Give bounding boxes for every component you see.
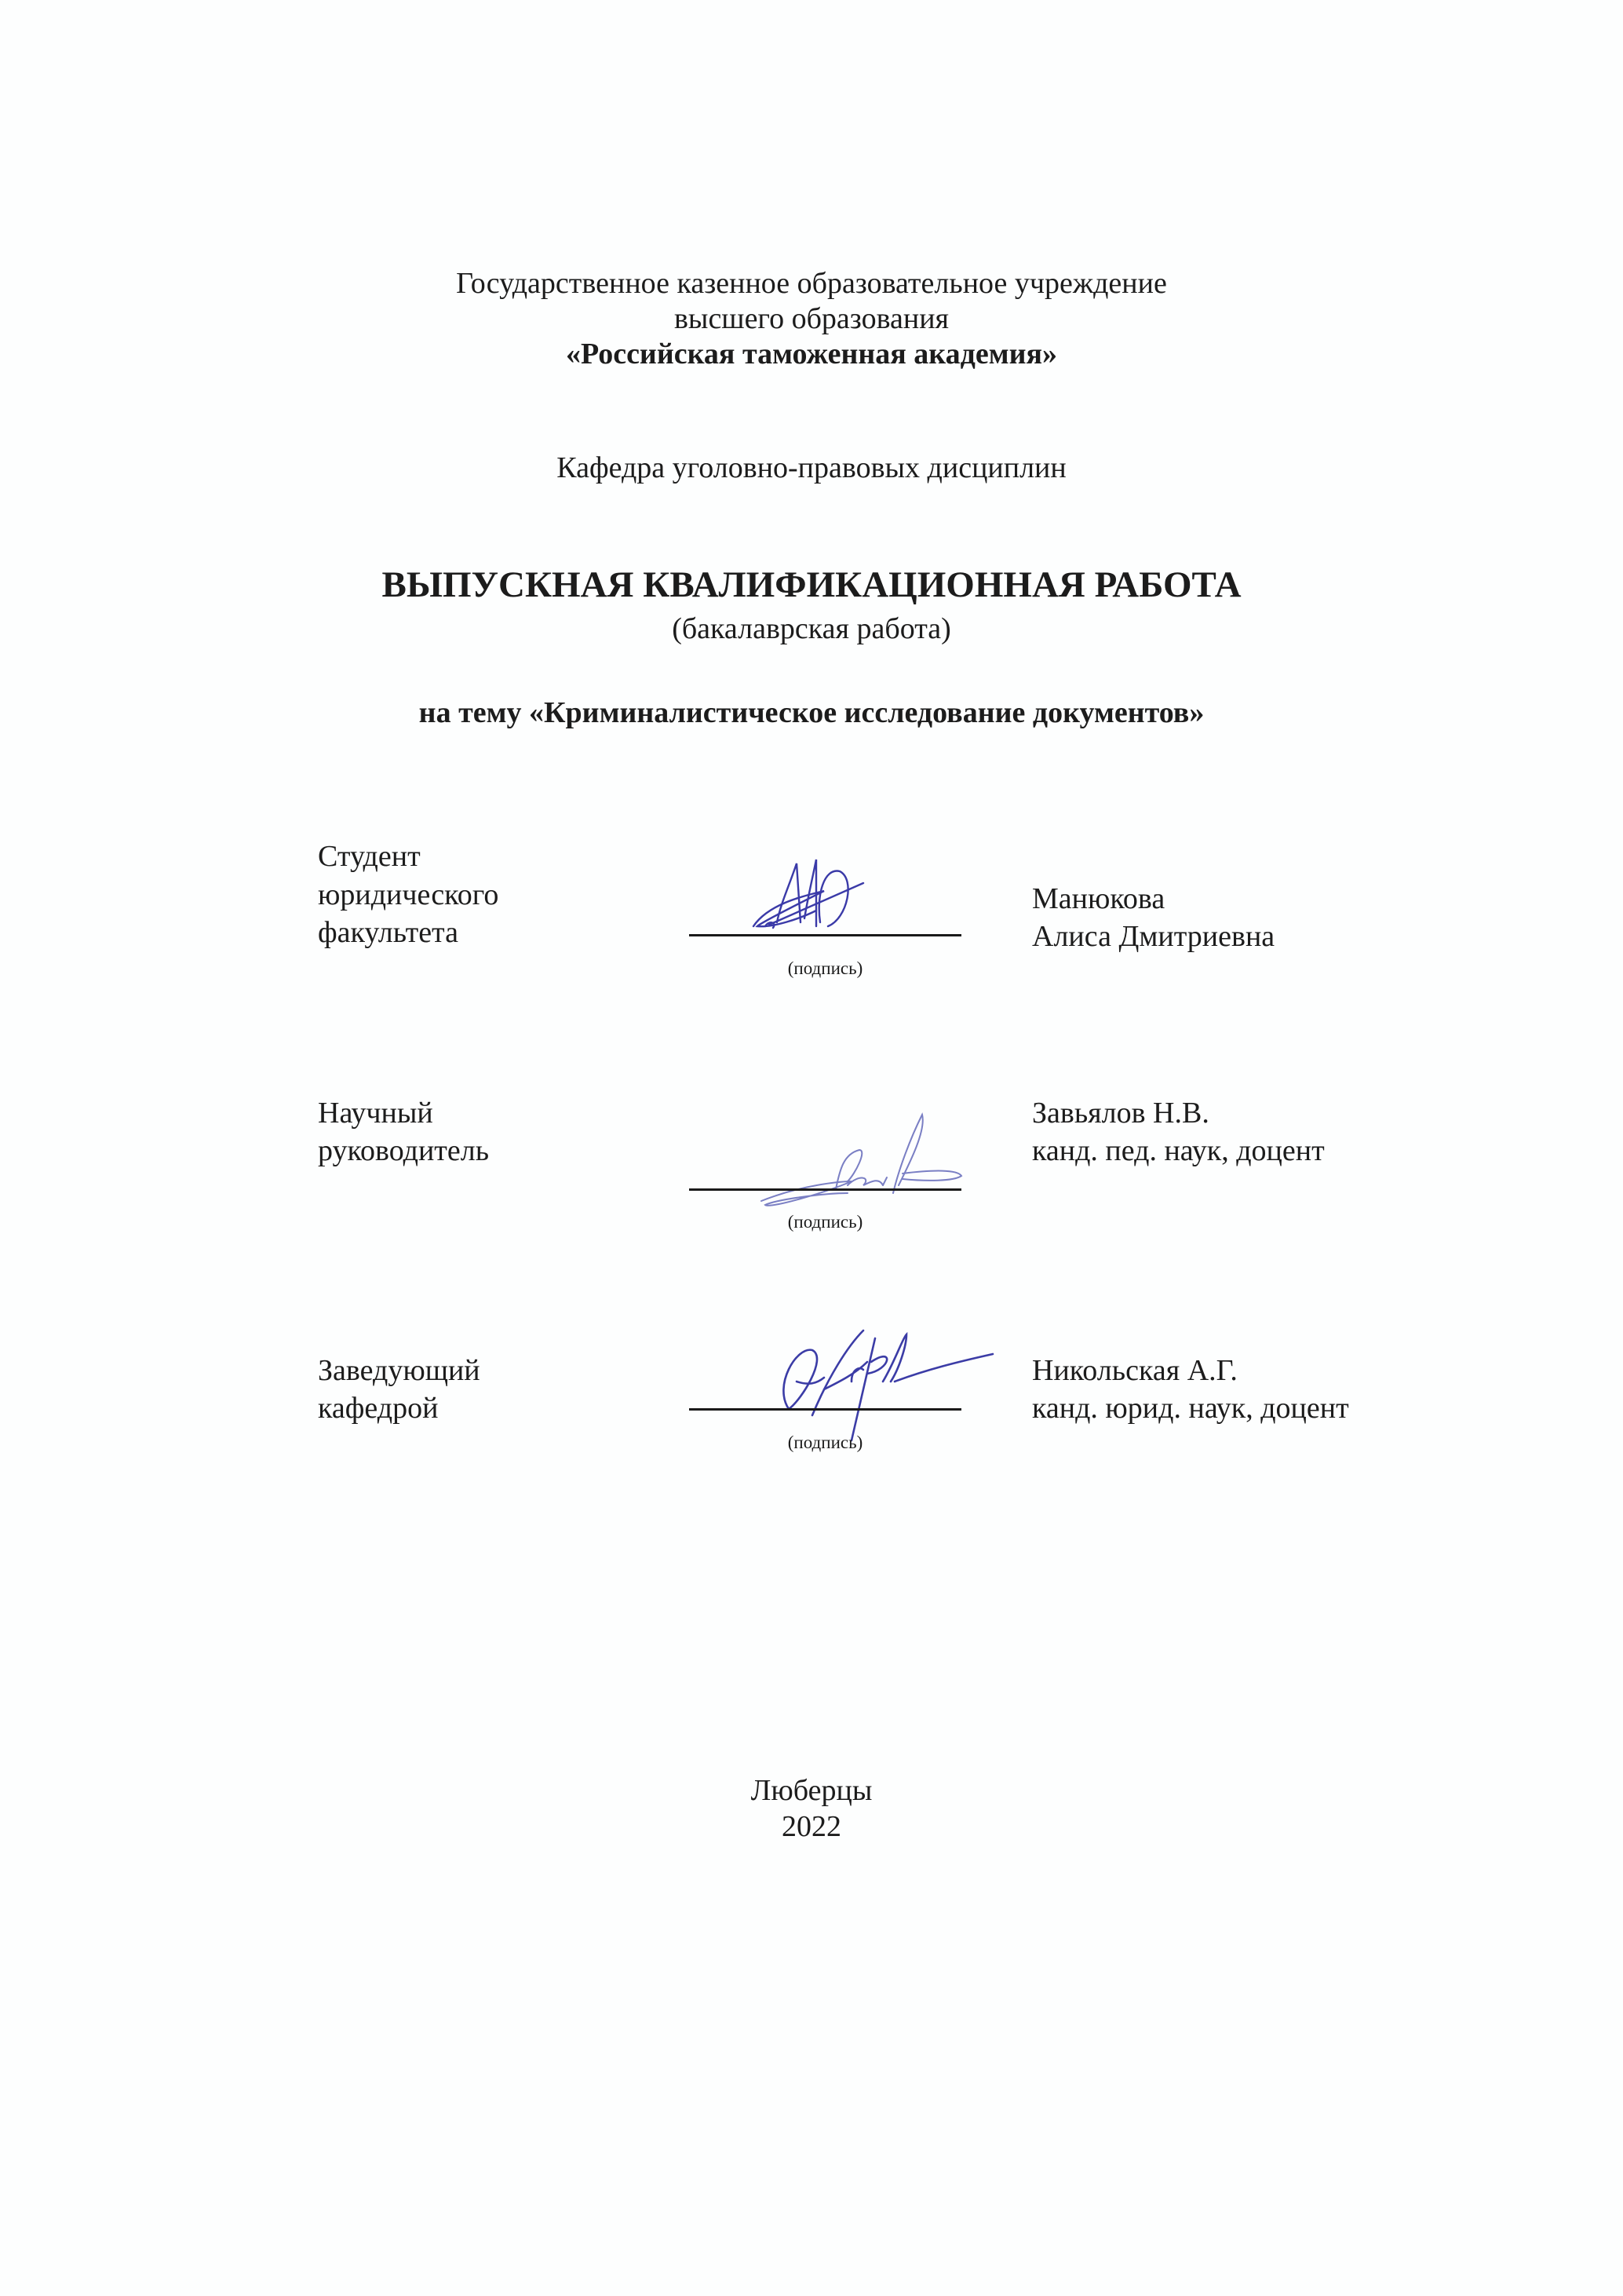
signature-head-of-department [753, 1315, 1012, 1452]
role-line: юридического [318, 878, 499, 911]
role-line: Научный [318, 1097, 433, 1130]
signature-line [689, 1408, 961, 1411]
role-line: руководитель [318, 1134, 490, 1167]
signature-supervisor [753, 1107, 973, 1217]
institution-line-2: высшего образования [673, 302, 950, 335]
person-name: Никольская А.Г. [1032, 1354, 1238, 1387]
work-subtitle: (бакалаврская работа) [672, 612, 951, 645]
year: 2022 [782, 1810, 841, 1843]
role-line: Заведующий [318, 1354, 480, 1387]
signature-student [738, 848, 879, 946]
role-line: Студент [318, 840, 421, 873]
department-name: Кафедра уголовно-правовых дисциплин [556, 451, 1067, 484]
person-title: канд. пед. наук, доцент [1032, 1134, 1325, 1167]
signature-caption: (подпись) [787, 958, 863, 978]
role-line: кафедрой [318, 1392, 439, 1425]
signature-caption: (подпись) [787, 1212, 863, 1232]
signature-line [689, 934, 961, 936]
role-line: факультета [318, 916, 458, 949]
person-title: канд. юрид. наук, доцент [1032, 1392, 1349, 1425]
person-name: Завьялов Н.В. [1032, 1097, 1209, 1130]
signature-caption: (подпись) [787, 1433, 863, 1452]
signature-line [689, 1188, 961, 1191]
city: Люберцы [750, 1774, 873, 1807]
work-topic: на тему «Криминалистическое исследование документов» [418, 696, 1205, 729]
institution-name: «Российская таможенная академия» [565, 338, 1058, 370]
person-name: Манюкова [1032, 882, 1165, 915]
institution-line-1: Государственное казенное образовательное учреждение [456, 267, 1167, 300]
work-title: ВЫПУСКНАЯ КВАЛИФИКАЦИОННАЯ РАБОТА [381, 564, 1242, 605]
person-name: Алиса Дмитриевна [1032, 920, 1275, 953]
